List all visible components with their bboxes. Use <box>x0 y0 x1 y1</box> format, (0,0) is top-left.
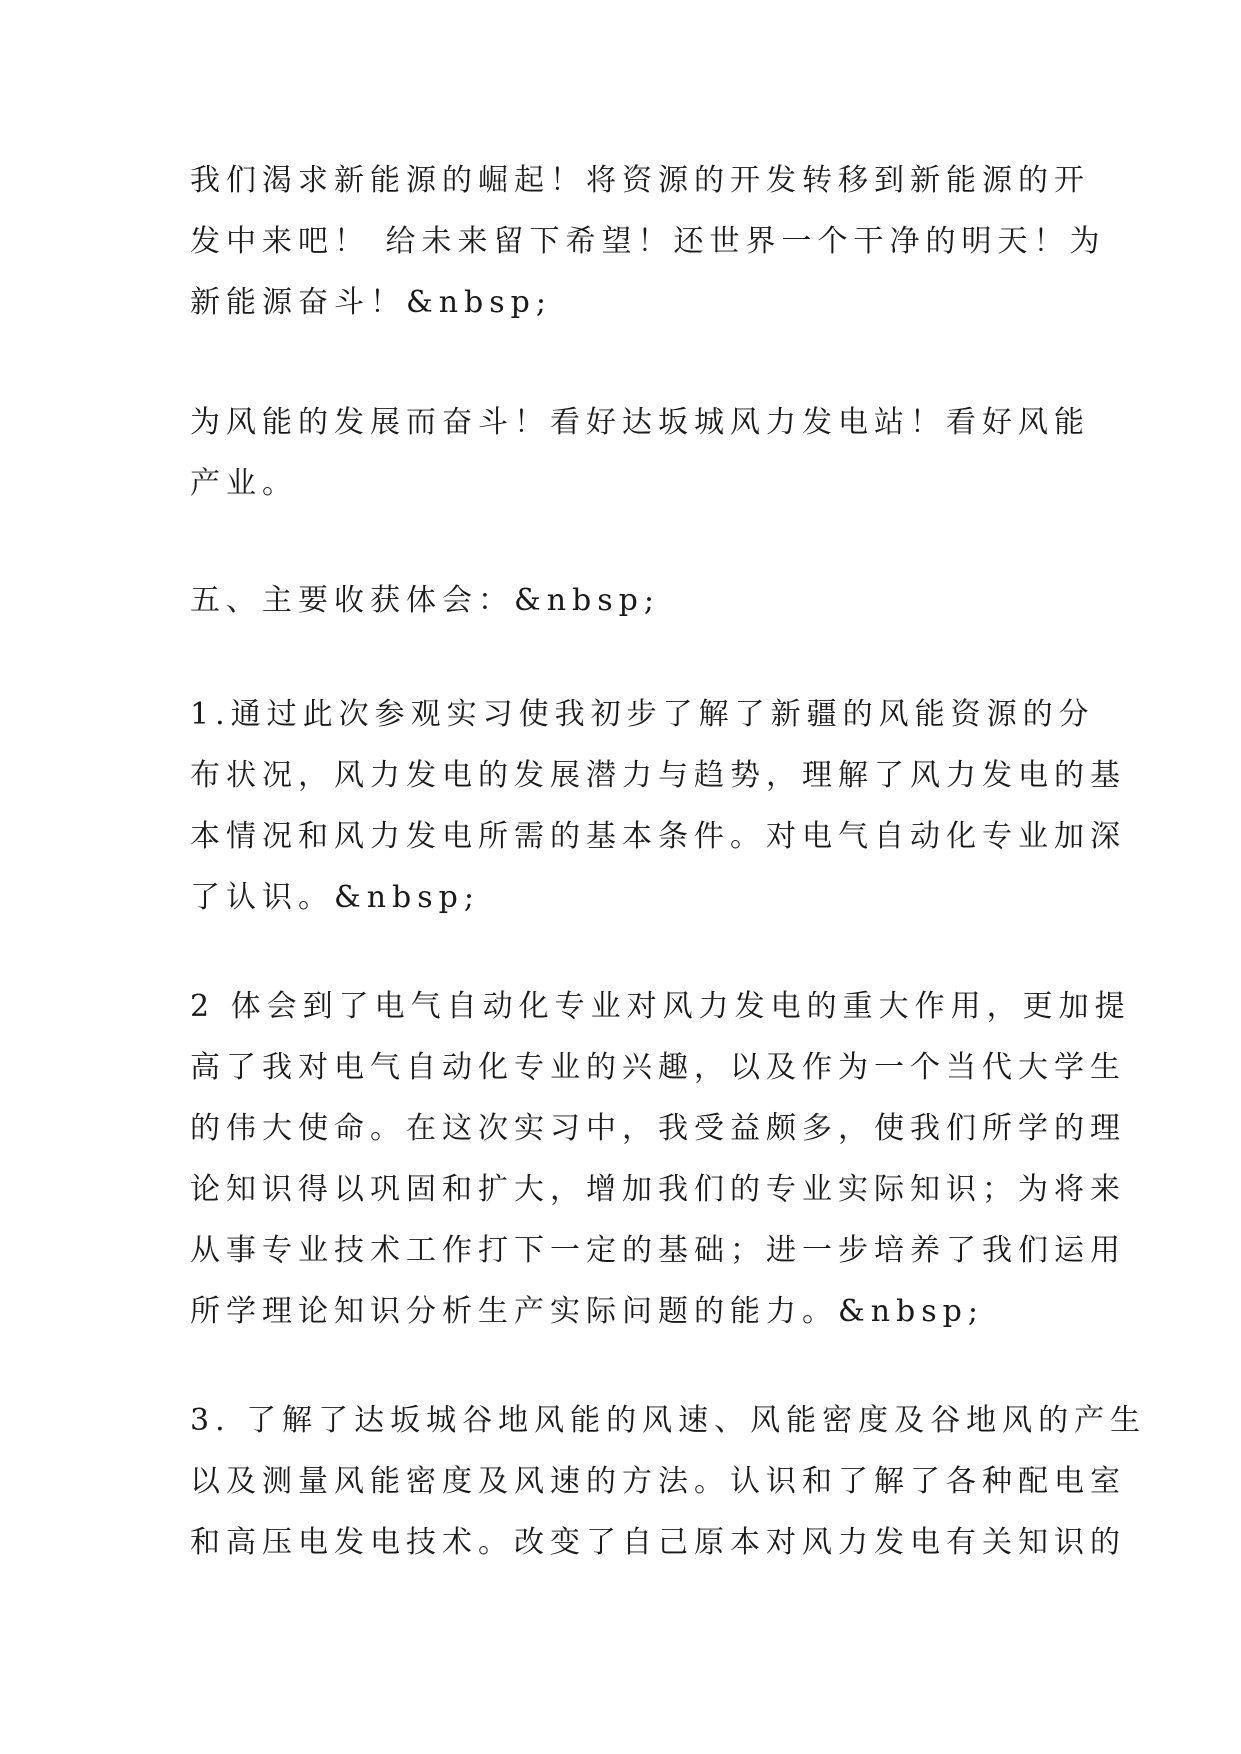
section-heading <box>190 570 1060 631</box>
text-line: 的伟大使命。在这次实习中，我受益颇多，使我们所学的理 <box>190 1111 1126 1146</box>
paragraph-item-3 <box>190 1390 1147 1573</box>
text-line: 新能源奋斗！&nbsp; <box>190 285 552 320</box>
text-line: 了认识。&nbsp; <box>190 880 480 915</box>
text-line: 论知识得以巩固和扩大，增加我们的专业实际知识；为将来 <box>190 1172 1126 1207</box>
text-line: 本情况和风力发电所需的基本条件。对电气自动化专业加深 <box>190 819 1126 854</box>
paragraph-1 <box>190 150 1106 333</box>
paragraph-2 <box>190 392 1090 514</box>
text-line: 五、主要收获体会：&nbsp; <box>190 583 660 618</box>
paragraph-item-1 <box>190 684 1126 928</box>
text-line: 从事专业技术工作打下一定的基础；进一步培养了我们运用 <box>190 1233 1126 1268</box>
text-line: 以及测量风能密度及风速的方法。认识和了解了各种配电室 <box>190 1464 1126 1499</box>
text-line: 3. 了解了达坂城谷地风能的风速、风能密度及谷地风的产生 <box>190 1403 1147 1438</box>
text-line: 1.通过此次参观实习使我初步了解了新疆的风能资源的分 <box>190 697 1095 732</box>
text-line: 布状况，风力发电的发展潜力与趋势，理解了风力发电的基 <box>190 758 1126 793</box>
text-line: 和高压电发电技术。改变了自己原本对风力发电有关知识的 <box>190 1525 1126 1560</box>
text-line: 发中来吧！ 给未来留下希望！还世界一个干净的明天！为 <box>190 224 1106 259</box>
text-line: 我们渴求新能源的崛起！将资源的开发转移到新能源的开 <box>190 163 1090 198</box>
paragraph-item-2 <box>190 976 1131 1342</box>
text-line: 为风能的发展而奋斗！看好达坂城风力发电站！看好风能 <box>190 405 1090 440</box>
text-line: 高了我对电气自动化专业的兴趣，以及作为一个当代大学生 <box>190 1050 1126 1085</box>
text-line: 2 体会到了电气自动化专业对风力发电的重大作用，更加提 <box>190 989 1131 1024</box>
text-line: 所学理论知识分析生产实际问题的能力。&nbsp; <box>190 1294 984 1329</box>
text-line: 产业。 <box>190 466 298 501</box>
